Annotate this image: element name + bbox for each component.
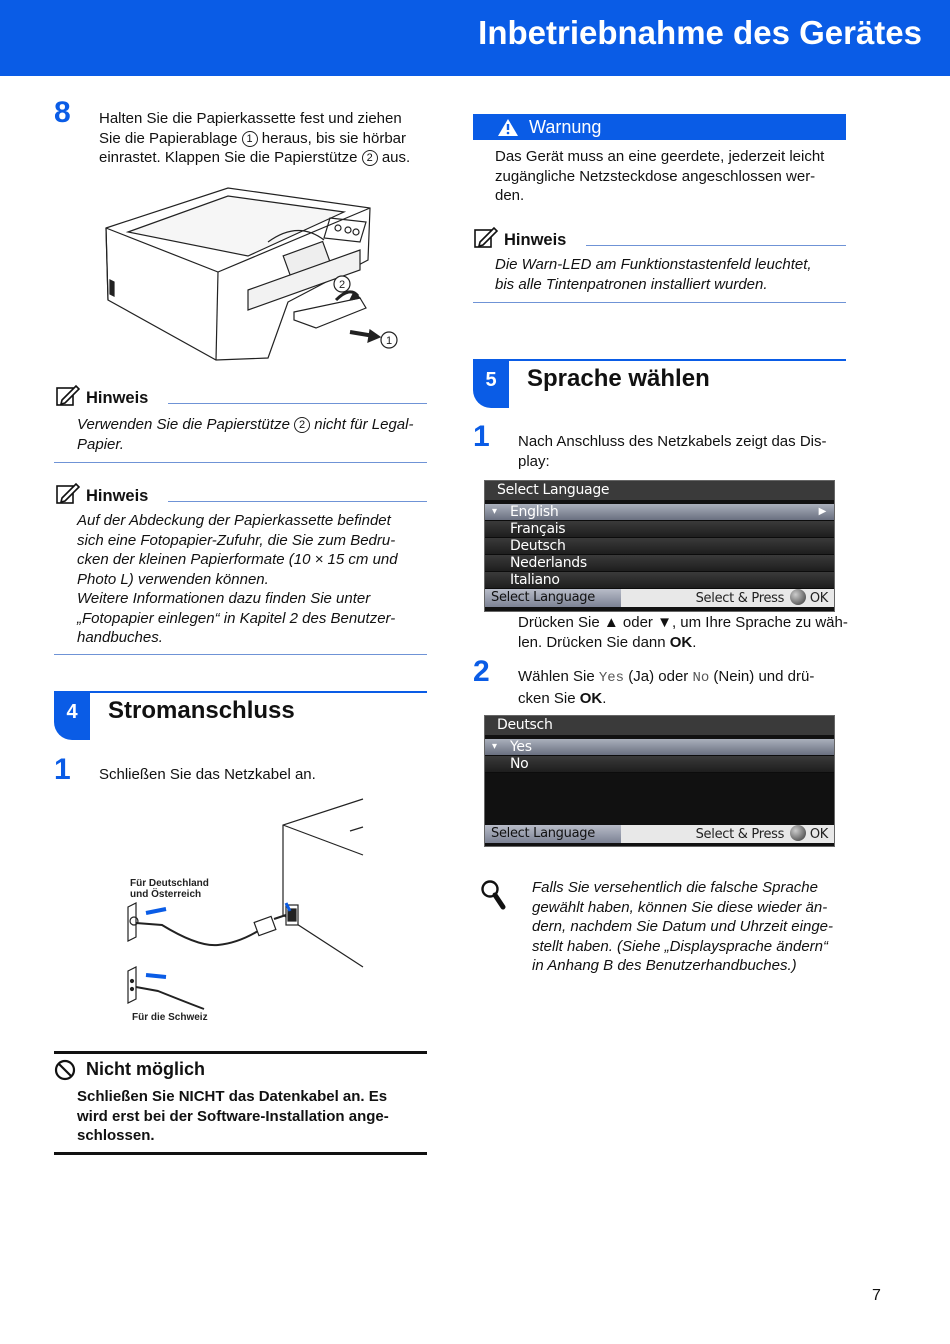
lcd-item-label: Nederlands: [510, 555, 587, 571]
callout-2: 2: [338, 279, 346, 291]
text-line: , um Ihre Sprache zu wäh-: [671, 614, 848, 631]
down-arrow-icon: ▼: [657, 614, 672, 631]
step-text: [518, 432, 848, 471]
scroll-down-icon: ▾: [492, 741, 497, 752]
text-line: Falls Sie versehentlich die falsche Sprache: [532, 879, 818, 896]
tip-text: [532, 878, 850, 976]
instruction-text: [518, 613, 848, 652]
text-line: .: [602, 689, 607, 707]
divider: [54, 462, 427, 463]
lcd-item-francais[interactable]: [485, 521, 834, 538]
section-title: Stromanschluss: [108, 697, 295, 724]
text-line: Halten Sie die Papierkassette fest und ziehen: [99, 110, 402, 127]
callout-marker: 2: [362, 150, 378, 166]
text-line: (Nein) und drü-: [709, 668, 815, 685]
text-line: cken Sie: [518, 689, 580, 707]
caution-rule-top: [54, 1051, 427, 1054]
lcd-footer-label: Select Language: [485, 589, 621, 607]
note-pencil-icon: [56, 482, 80, 504]
text-line: Die Warn-LED am Funktionstastenfeld leuchtet,: [495, 256, 812, 273]
warning-bar: [473, 114, 846, 140]
lcd-item-deutsch[interactable]: [485, 538, 834, 555]
step-text: Schließen Sie das Netzkabel an.: [99, 766, 316, 783]
lcd-item-label: No: [510, 756, 529, 772]
lcd-item-nederlands[interactable]: [485, 555, 834, 572]
header-banner: [0, 0, 950, 76]
text-line: bis alle Tintenpatronen installiert wurden.: [495, 275, 768, 293]
step-number: 2: [473, 655, 490, 688]
text-line: heraus, bis sie hörbar: [257, 129, 407, 147]
lcd-empty-area: [485, 773, 834, 825]
yes-code: Yes: [598, 670, 625, 686]
ok-knob-icon: [790, 825, 806, 841]
text-line: „Fotopapier einlegen“ in Kapitel 2 des Benutzer-: [77, 609, 396, 627]
text-line: Sie die Papierablage: [99, 129, 242, 147]
step-number: 1: [54, 753, 71, 786]
lcd-header: Deutsch: [485, 716, 834, 735]
lcd-footer-ok: OK: [809, 827, 828, 842]
lcd-footer-ok: OK: [809, 591, 828, 606]
divider: [586, 245, 846, 246]
lcd-footer: [485, 825, 834, 843]
text-line: Photo L) verwenden können.: [77, 570, 269, 588]
divider: [473, 302, 846, 303]
warning-title: Warnung: [529, 117, 602, 137]
lcd-item-label: Deutsch: [510, 538, 566, 554]
lcd-footer: [485, 589, 834, 607]
lcd-item-english[interactable]: [485, 504, 834, 521]
no-code: No: [692, 670, 710, 686]
hinweis-title: Hinweis: [86, 487, 149, 505]
lcd-item-label: English: [510, 504, 559, 520]
ok-label: OK: [579, 689, 603, 707]
text-line: wird erst bei der Software-Installation ange-: [77, 1107, 389, 1125]
text-line: cken der kleinen Papierformate (10 × 15 cm und: [77, 551, 398, 568]
text-line: handbuches.: [77, 629, 163, 646]
text-line: Auf der Abdeckung der Papierkassette befindet: [77, 512, 391, 529]
text-line: dern, nachdem Sie Datum und Uhrzeit einge-: [532, 918, 833, 935]
text-line: den.: [495, 187, 525, 204]
ok-knob-icon: [790, 589, 806, 605]
text-line: Schließen Sie NICHT das Datenkabel an. Es: [77, 1088, 388, 1105]
page-title: Inbetriebnahme des Gerätes: [478, 14, 922, 51]
text-line: Nach Anschluss des Netzkabels zeigt das Dis-: [518, 433, 827, 450]
text-line: oder: [618, 614, 658, 631]
power-cable-illustration: [118, 795, 368, 1027]
hinweis-text: [495, 255, 847, 294]
caution-rule-bottom: [54, 1152, 427, 1155]
section-number-tab: 5: [473, 360, 509, 408]
divider: [54, 654, 427, 655]
step-text: [518, 667, 848, 708]
text-line: Drücken Sie: [518, 614, 604, 631]
step-number: 8: [54, 96, 71, 129]
lcd-footer-hint: [696, 825, 828, 844]
hinweis-text: [77, 415, 429, 454]
text-line: Verwenden Sie die Papierstütze: [77, 416, 295, 433]
lcd-item-label: Italiano: [510, 572, 560, 588]
text-line: nicht für Legal-: [310, 416, 414, 433]
divider: [168, 501, 427, 502]
note-pencil-icon: [474, 226, 498, 248]
lcd-footer-hint-text: Select & Press: [695, 591, 785, 606]
text-line: stellt haben. (Siehe „Displaysprache ändern“: [532, 937, 828, 955]
printer-paper-tray-illustration: [98, 180, 408, 370]
label-de-line1: Für Deutschland: [130, 878, 209, 889]
step-number: 1: [473, 420, 490, 453]
text-line: Wählen Sie: [518, 668, 599, 685]
section-rule: [54, 691, 427, 693]
lcd-item-yes[interactable]: [485, 739, 834, 756]
text-line: zugängliche Netzsteckdose angeschlossen wer-: [495, 167, 816, 185]
section-title: Sprache wählen: [527, 365, 710, 392]
text-line: gewählt haben, können Sie diese wieder än-: [532, 898, 828, 916]
text-line: (Ja) oder: [624, 668, 693, 685]
text-line: play:: [518, 452, 550, 470]
caution-text: [77, 1087, 427, 1146]
text-line: einrastet. Klappen Sie die Papierstütze: [99, 149, 362, 166]
callout-1: 1: [385, 335, 393, 347]
section-rule: [473, 359, 846, 361]
ok-label: OK: [669, 633, 693, 651]
text-line: Das Gerät muss an eine geerdete, jederzeit leicht: [495, 148, 825, 165]
hinweis-title: Hinweis: [86, 389, 149, 407]
callout-marker: 2: [294, 417, 310, 433]
scroll-down-icon: ▾: [492, 506, 497, 517]
section-number-tab: 4: [54, 692, 90, 740]
warning-text: [495, 147, 847, 206]
magnifier-icon: [480, 879, 506, 911]
lcd-footer-hint-text: Select & Press: [695, 827, 785, 842]
text-line: Weitere Informationen dazu finden Sie unter: [77, 590, 371, 607]
callout-marker: 1: [242, 131, 258, 147]
divider: [168, 403, 427, 404]
lcd-footer-label: Select Language: [485, 825, 621, 843]
text-line: .: [692, 633, 697, 651]
hinweis-title: Hinweis: [504, 231, 567, 249]
caution-title: Nicht möglich: [86, 1059, 206, 1079]
text-line: len. Drücken Sie dann: [518, 633, 670, 651]
lcd-yes-no-menu: [484, 715, 835, 847]
lcd-header: Select Language: [485, 481, 834, 500]
hinweis-text: [77, 511, 429, 648]
text-line: sich eine Fotopapier-Zufuhr, die Sie zum Bedru-: [77, 531, 396, 549]
text-line: aus.: [377, 149, 411, 166]
label-de-line2: und Österreich: [130, 889, 202, 900]
text-line: Papier.: [77, 435, 124, 453]
lcd-item-italiano[interactable]: [485, 572, 834, 589]
chevron-right-icon: ▶: [818, 506, 826, 517]
label-ch: Für die Schweiz: [132, 1012, 208, 1023]
text-line: schlossen.: [77, 1127, 155, 1144]
up-arrow-icon: ▲: [603, 614, 619, 631]
note-pencil-icon: [56, 384, 80, 406]
text-line: in Anhang B des Benutzerhandbuches.): [532, 957, 797, 974]
lcd-item-label: Français: [510, 521, 566, 537]
step-8-text: [99, 109, 439, 168]
lcd-item-no[interactable]: [485, 756, 834, 773]
lcd-item-label: Yes: [510, 739, 532, 755]
warning-icon: [497, 118, 519, 137]
lcd-footer-hint: [696, 589, 828, 608]
lcd-language-menu: [484, 480, 835, 612]
page-number: 7: [872, 1287, 881, 1304]
prohibited-icon: [54, 1059, 76, 1081]
